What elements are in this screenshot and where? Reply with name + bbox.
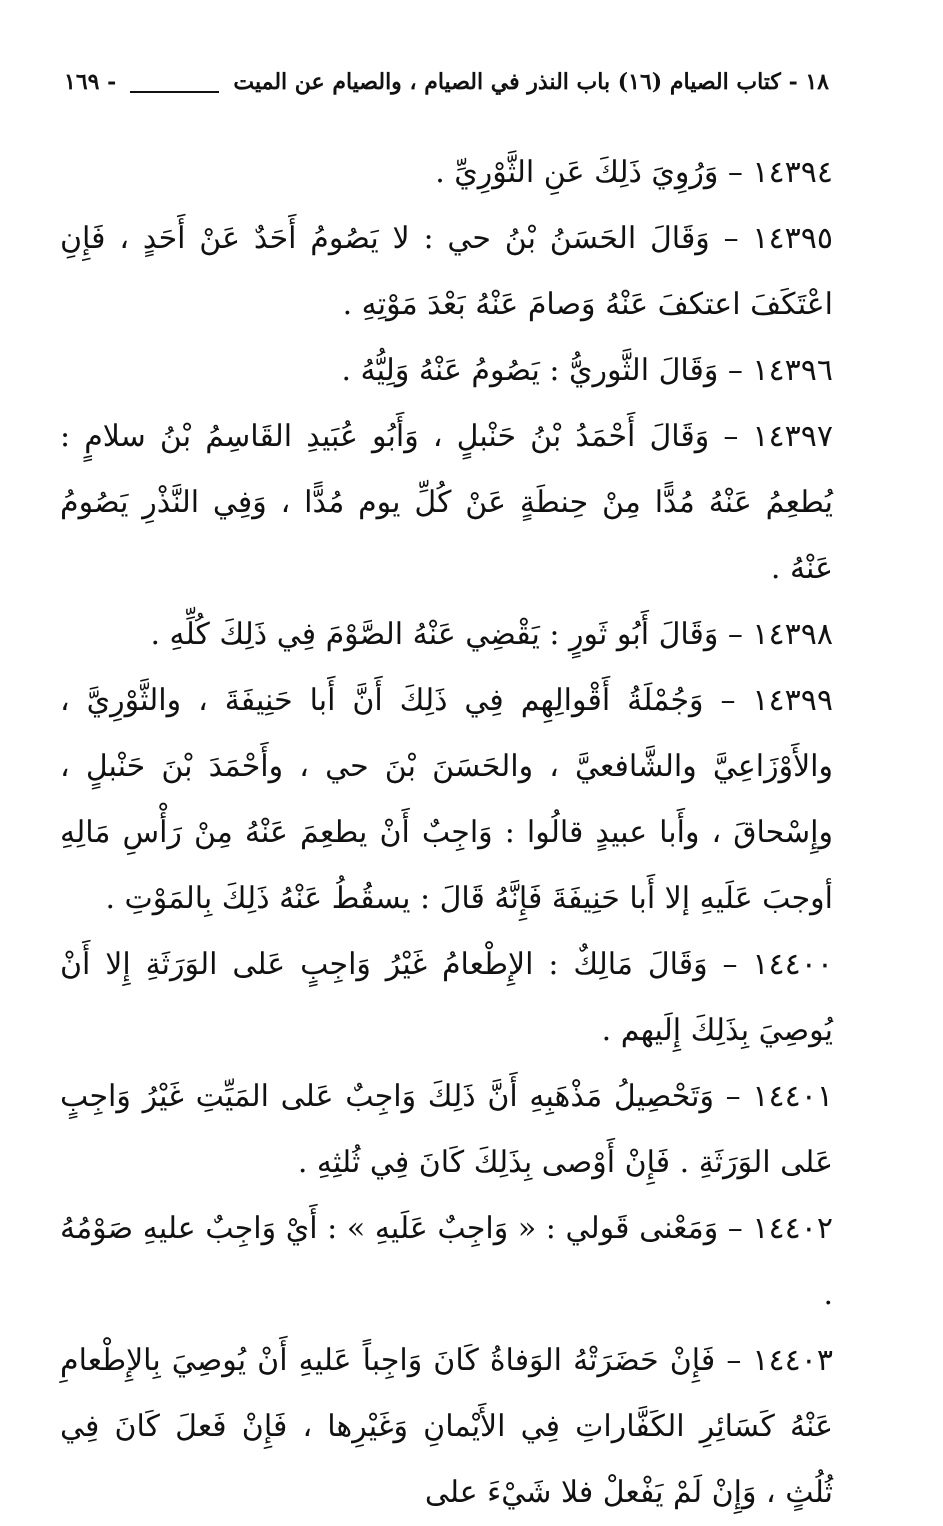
paragraph-text: وَقَالَ أَحْمَدُ بْنُ حَنْبلٍ ، وَأَبُو عُبَيدِ القَاسِمُ بْنُ سلامٍ : يُطعِمُ عَنْهُ مُدًّا مِنْ حِنطَةٍ عَنْ كُلِّ يوم مُدًّا ، وَفِي النَّذْرِ يَصُومُ عَنْهُ .	[60, 419, 833, 586]
paragraph-text: وَقَالَ الحَسَنُ بْنُ حي : لا يَصُومُ أَحَدٌ عَنْ أَحَدٍ ، فَإِنِ اعْتَكَفَ اعتكفَ عَنْهُ وَصامَ عَنْهُ بَعْدَ مَوْتِهِ .	[60, 221, 833, 322]
running-header	[64, 62, 829, 102]
paragraph-number: ١٤٣٩٦	[752, 353, 833, 388]
paragraph-number: ١٤٣٩٥	[752, 221, 833, 256]
paragraph-number: ١٤٣٩٩	[752, 683, 833, 718]
paragraph-14395: ١٤٣٩٥ – وَقَالَ الحَسَنُ بْنُ حي : لا يَصُومُ أَحَدٌ عَنْ أَحَدٍ ، فَإِنِ اعْتَكَفَ اعتكفَ عَنْهُ وَصامَ عَنْهُ بَعْدَ مَوْتِهِ .	[60, 221, 833, 322]
paragraph-text: وَتَحْصِيلُ مَذْهَبِهِ أَنَّ ذَلِكَ وَاجِبٌ عَلى المَيِّتِ غَيْرُ وَاجِبٍ عَلى الوَرَثَةِ . فَإِنْ أَوْصى بِذَلِكَ كَانَ فِي ثُلثِهِ .	[60, 1079, 833, 1180]
paragraph-text: وَجُمْلَةُ أَقْوالِهِم فِي ذَلِكَ أَنَّ أَبا حَنِيفَةَ ، والثَّوْرِيَّ ، والأَوْزَاعِيَّ والشَّافعيَّ ، والحَسَنَ بْنَ حي ، وأَحْمَدَ بْنَ حَنْبلٍ ، وإِسْحاقَ ، وأَبا عبيدٍ قالُوا : وَاجِبٌ أَنْ يطعِمَ عَنْهُ مِنْ رَأْسِ مَالِهِ أوجبَ عَلَيهِ إلا أَبا حَنِيفَةَ فَإِنَّهُ قَالَ : يسقُطُ عَنْهُ ذَلِكَ بِالمَوْتِ .	[60, 683, 833, 916]
paragraph-14401: ١٤٤٠١ – وَتَحْصِيلُ مَذْهَبِهِ أَنَّ ذَلِكَ وَاجِبٌ عَلى المَيِّتِ غَيْرُ وَاجِبٍ عَلى الوَرَثَةِ . فَإِنْ أَوْصى بِذَلِكَ كَانَ فِي ثُلثِهِ .	[60, 1079, 833, 1180]
paragraph-number: ١٤٤٠٢	[752, 1211, 833, 1246]
header-rule	[130, 91, 219, 93]
paragraph-number: ١٤٤٠٣	[752, 1343, 833, 1378]
paragraph-number: ١٤٤٠١	[752, 1079, 833, 1114]
paragraph-number: ١٤٣٩٨	[752, 617, 833, 652]
paragraph-text: وَرُوِيَ ذَلِكَ عَنِ الثَّوْرِيِّ .	[435, 155, 719, 190]
paragraph-text: وَقَالَ مَالِكٌ : الإِطْعامُ غَيْرُ وَاجِبٍ عَلى الوَرَثَةِ إِلا أَنْ يُوصِيَ بِذَلِكَ إِلَيهم .	[60, 947, 833, 1048]
page-body	[60, 140, 833, 1526]
page-number: - ١٦٩	[64, 69, 117, 95]
paragraph-number: ١٤٤٠٠	[752, 947, 833, 982]
chapter-title: ١٨ - كتاب الصيام (١٦) باب النذر في الصيام ، والصيام عن الميت	[233, 69, 829, 95]
paragraph-14402: ١٤٤٠٢ – وَمَعْنى قَولي : « وَاجِبٌ عَلَيهِ » : أَيْ وَاجِبٌ عليهِ صَوْمُهُ .	[60, 1211, 833, 1312]
paragraph-text: وَمَعْنى قَولي : « وَاجِبٌ عَلَيهِ » : أَيْ وَاجِبٌ عليهِ صَوْمُهُ .	[60, 1211, 833, 1312]
paragraph-14396: ١٤٣٩٦ – وَقَالَ الثَّوريُّ : يَصُومُ عَنْهُ وَلِيُّهُ .	[341, 353, 833, 388]
paragraph-14394: ١٤٣٩٤ – وَرُوِيَ ذَلِكَ عَنِ الثَّوْرِيِّ .	[435, 155, 833, 190]
paragraph-text: وَقَالَ الثَّوريُّ : يَصُومُ عَنْهُ وَلِيُّهُ .	[341, 353, 719, 388]
paragraph-text: وَقَالَ أَبُو ثَورٍ : يَقْضِي عَنْهُ الصَّوْمَ فِي ذَلِكَ كُلِّهِ .	[150, 617, 719, 652]
paragraph-number: ١٤٣٩٤	[752, 155, 833, 190]
paragraph-number: ١٤٣٩٧	[752, 419, 833, 454]
paragraph-14400: ١٤٤٠٠ – وَقَالَ مَالِكٌ : الإِطْعامُ غَيْرُ وَاجِبٍ عَلى الوَرَثَةِ إِلا أَنْ يُوصِيَ بِذَلِكَ إِلَيهم .	[60, 947, 833, 1048]
paragraph-14397: ١٤٣٩٧ – وَقَالَ أَحْمَدُ بْنُ حَنْبلٍ ، وَأَبُو عُبَيدِ القَاسِمُ بْنُ سلامٍ : يُطعِمُ عَنْهُ مُدًّا مِنْ حِنطَةٍ عَنْ كُلِّ يوم مُدًّا ، وَفِي النَّذْرِ يَصُومُ عَنْهُ .	[60, 419, 833, 586]
paragraph-14399: ١٤٣٩٩ – وَجُمْلَةُ أَقْوالِهِم فِي ذَلِكَ أَنَّ أَبا حَنِيفَةَ ، والثَّوْرِيَّ ، والأَوْزَاعِيَّ والشَّافعيَّ ، والحَسَنَ بْنَ حي ، وأَحْمَدَ بْنَ حَنْبلٍ ، وإِسْحاقَ ، وأَبا عبيدٍ قالُوا : وَاجِبٌ أَنْ يطعِمَ عَنْهُ مِنْ رَأْسِ مَالِهِ أوجبَ عَلَيهِ إلا أَبا حَنِيفَةَ فَإِنَّهُ قَالَ : يسقُطُ عَنْهُ ذَلِكَ بِالمَوْتِ .	[60, 683, 833, 916]
paragraph-14398: ١٤٣٩٨ – وَقَالَ أَبُو ثَورٍ : يَقْضِي عَنْهُ الصَّوْمَ فِي ذَلِكَ كُلِّهِ .	[150, 617, 833, 652]
paragraph-text: فَإِنْ حَضَرَتْهُ الوَفاةُ كَانَ وَاجِباً عَليهِ أَنْ يُوصِيَ بِالإِطْعامِ عَنْهُ كَسَائِرِ الكَفَّاراتِ فِي الأَيْمانِ وَغَيْرِها ، فَإِنْ فَعلَ كَانَ فِي ثُلُثٍ ، وَإِنْ لَمْ يَفْعلْ فلا شَيْءَ على	[60, 1343, 833, 1510]
paragraph-14403: ١٤٤٠٣ – فَإِنْ حَضَرَتْهُ الوَفاةُ كَانَ وَاجِباً عَليهِ أَنْ يُوصِيَ بِالإِطْعامِ عَنْهُ كَسَائِرِ الكَفَّاراتِ فِي الأَيْمانِ وَغَيْرِها ، فَإِنْ فَعلَ كَانَ فِي ثُلُثٍ ، وَإِنْ لَمْ يَفْعلْ فلا شَيْءَ على	[60, 1343, 833, 1510]
